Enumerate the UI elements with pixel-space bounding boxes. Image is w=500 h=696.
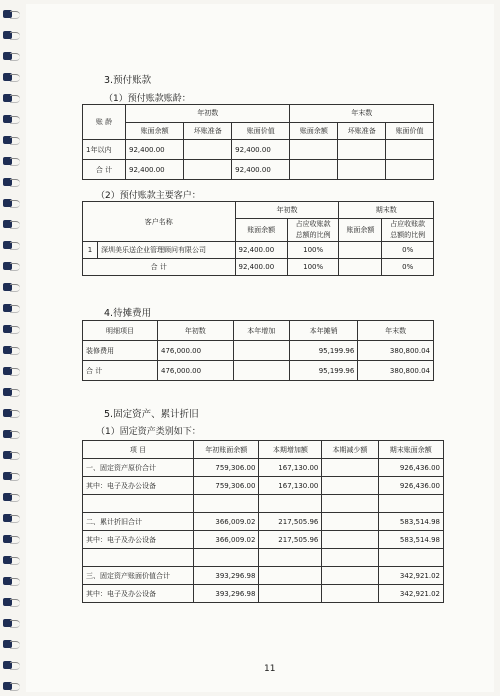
col-header: 账面余额	[339, 219, 382, 242]
table-row	[83, 105, 434, 123]
col-header: 坏账准备	[338, 122, 386, 140]
binding-ring	[10, 557, 20, 565]
cell: 100%	[287, 259, 339, 276]
cell	[184, 140, 232, 160]
cell	[259, 549, 322, 567]
page-number: 11	[264, 664, 276, 674]
col-header: 年初数	[158, 321, 234, 341]
cell	[194, 549, 259, 567]
cell: 476,000.00	[158, 361, 234, 381]
cell	[322, 477, 378, 495]
client-header: 客户名称	[83, 202, 236, 242]
table-row	[83, 259, 434, 276]
cell	[339, 259, 382, 276]
cell: 217,505.96	[259, 513, 322, 531]
col-header: 本期减少额	[322, 441, 378, 459]
cell	[339, 242, 382, 259]
binding-ring	[10, 431, 20, 439]
cell	[233, 341, 289, 361]
table-row	[83, 441, 444, 459]
col-header: 账面余额	[235, 219, 287, 242]
cell: 759,306.00	[194, 459, 259, 477]
cell: 342,921.02	[378, 585, 444, 603]
binding-ring	[10, 452, 20, 460]
binding-ring	[10, 284, 20, 292]
binding-ring	[10, 536, 20, 544]
cell: 583,514.98	[378, 531, 444, 549]
binding-ring	[10, 515, 20, 523]
cell: 380,800.04	[358, 341, 434, 361]
binding-ring	[10, 389, 20, 397]
cell	[322, 459, 378, 477]
table-row	[83, 361, 434, 381]
binding-ring	[10, 11, 20, 19]
fixed-assets-table	[82, 440, 444, 603]
binding-ring	[10, 368, 20, 376]
cell	[322, 585, 378, 603]
section-3-title: 3.预付账款	[104, 75, 152, 86]
row-label: 其中：电子及办公设备	[83, 585, 194, 603]
table-row	[83, 140, 434, 160]
col-header: 期末账面余额	[378, 441, 444, 459]
cell: 926,436.00	[378, 459, 444, 477]
prepayment-clients-table	[82, 201, 434, 276]
binding-ring	[10, 263, 20, 271]
binding-ring	[10, 200, 20, 208]
cell	[194, 495, 259, 513]
col-header: 本年增加	[233, 321, 289, 341]
cell	[386, 140, 434, 160]
row-label	[83, 549, 194, 567]
cell: 342,921.02	[378, 567, 444, 585]
binding-ring	[10, 662, 20, 670]
table-row	[83, 567, 444, 585]
cell: 92,400.00	[126, 140, 184, 160]
cell: 366,009.02	[194, 513, 259, 531]
cell	[290, 140, 338, 160]
col-header: 年初账面余额	[194, 441, 259, 459]
row-label: 一、固定资产原价合计	[83, 459, 194, 477]
table-row	[83, 321, 434, 341]
end-header: 年末数	[290, 105, 434, 123]
spiral-binding	[0, 0, 26, 696]
col-header: 账面价值	[386, 122, 434, 140]
col-header: 明细项目	[83, 321, 158, 341]
prepayment-aging-table	[82, 104, 434, 180]
begin-header: 年初数	[235, 202, 339, 219]
col-header: 账面价值	[232, 122, 290, 140]
cell	[184, 160, 232, 180]
binding-ring	[10, 221, 20, 229]
binding-ring	[10, 641, 20, 649]
cell: 926,436.00	[378, 477, 444, 495]
cell	[322, 549, 378, 567]
cell	[322, 513, 378, 531]
binding-ring	[10, 74, 20, 82]
cell: 476,000.00	[158, 341, 234, 361]
cell: 92,400.00	[235, 259, 287, 276]
cell: 92,400.00	[126, 160, 184, 180]
cell	[259, 585, 322, 603]
cell	[259, 495, 322, 513]
cell: 393,296.98	[194, 567, 259, 585]
col-header-line: 总额的比例	[295, 231, 331, 239]
binding-ring	[10, 473, 20, 481]
table-row	[83, 549, 444, 567]
table-row	[83, 459, 444, 477]
table-row	[83, 477, 444, 495]
cell: 366,009.02	[194, 531, 259, 549]
cell: 583,514.98	[378, 513, 444, 531]
cell	[386, 160, 434, 180]
cell	[322, 495, 378, 513]
section-3-sub1: （1）预付账款账龄：	[104, 94, 191, 104]
row-label: 其中：电子及办公设备	[83, 531, 194, 549]
col-header-line: 总额的比例	[390, 231, 426, 239]
cell	[338, 160, 386, 180]
cell: 92,400.00	[235, 242, 287, 259]
row-label: 三、固定资产账面价值合计	[83, 567, 194, 585]
row-label: 1年以内	[83, 140, 126, 160]
end-header: 期末数	[339, 202, 434, 219]
table-row	[83, 122, 434, 140]
cell: 167,130.00	[259, 477, 322, 495]
binding-ring	[10, 410, 20, 418]
table-row	[83, 242, 434, 259]
cell: 759,306.00	[194, 477, 259, 495]
table-row	[83, 495, 444, 513]
binding-ring	[10, 494, 20, 502]
binding-ring	[10, 137, 20, 145]
section-3-sub2: （2）预付账款主要客户：	[96, 191, 201, 201]
row-number: 1	[83, 242, 98, 259]
row-label: 二、累计折旧合计	[83, 513, 194, 531]
binding-ring	[10, 158, 20, 166]
table-row	[83, 160, 434, 180]
row-label	[83, 495, 194, 513]
cell	[338, 140, 386, 160]
cell	[259, 567, 322, 585]
col-header: 坏账准备	[184, 122, 232, 140]
row-label: 合 计	[83, 259, 236, 276]
cell	[322, 531, 378, 549]
cell: 92,400.00	[232, 140, 290, 160]
cell: 0%	[382, 242, 434, 259]
cell: 217,505.96	[259, 531, 322, 549]
binding-ring	[10, 116, 20, 124]
col-header: 本期增加额	[259, 441, 322, 459]
col-header: 账面余额	[290, 122, 338, 140]
cell: 100%	[287, 242, 339, 259]
col-header	[382, 219, 434, 242]
cell: 92,400.00	[232, 160, 290, 180]
cell: 0%	[382, 259, 434, 276]
binding-ring	[10, 32, 20, 40]
binding-ring	[10, 53, 20, 61]
cell	[378, 549, 444, 567]
table-row	[83, 513, 444, 531]
col-header: 年末数	[358, 321, 434, 341]
row-label: 其中：电子及办公设备	[83, 477, 194, 495]
binding-ring	[10, 305, 20, 313]
cell	[233, 361, 289, 381]
cell	[378, 495, 444, 513]
col-header-line: 占应收账款	[295, 220, 331, 228]
prepaid-expenses-table	[82, 320, 434, 381]
cell: 95,199.96	[289, 361, 357, 381]
row-label: 合 计	[83, 160, 126, 180]
binding-ring	[10, 95, 20, 103]
cell	[290, 160, 338, 180]
section-5-sub1: （1）固定资产类别如下：	[96, 427, 201, 437]
table-row	[83, 202, 434, 219]
cell: 393,296.98	[194, 585, 259, 603]
begin-header: 年初数	[126, 105, 290, 123]
table-row	[83, 531, 444, 549]
binding-ring	[10, 326, 20, 334]
binding-ring	[10, 242, 20, 250]
client-name: 深圳美乐送企业管理顾问有限公司	[98, 242, 236, 259]
col-header: 本年摊销	[289, 321, 357, 341]
binding-ring	[10, 620, 20, 628]
binding-ring	[10, 683, 20, 691]
aging-header: 账 龄	[83, 105, 126, 140]
row-label: 合 计	[83, 361, 158, 381]
binding-ring	[10, 599, 20, 607]
cell: 167,130.00	[259, 459, 322, 477]
col-header	[287, 219, 339, 242]
binding-ring	[10, 347, 20, 355]
col-header: 账面余额	[126, 122, 184, 140]
binding-ring	[10, 179, 20, 187]
section-4-title: 4.待摊费用	[104, 308, 152, 319]
table-row	[83, 585, 444, 603]
cell: 95,199.96	[289, 341, 357, 361]
col-header-line: 占应收账款	[390, 220, 426, 228]
row-label: 装修费用	[83, 341, 158, 361]
table-row	[83, 341, 434, 361]
cell	[322, 567, 378, 585]
col-header: 项 目	[83, 441, 194, 459]
binding-ring	[10, 578, 20, 586]
cell: 380,800.04	[358, 361, 434, 381]
section-5-title: 5.固定资产、累计折旧	[104, 409, 199, 420]
